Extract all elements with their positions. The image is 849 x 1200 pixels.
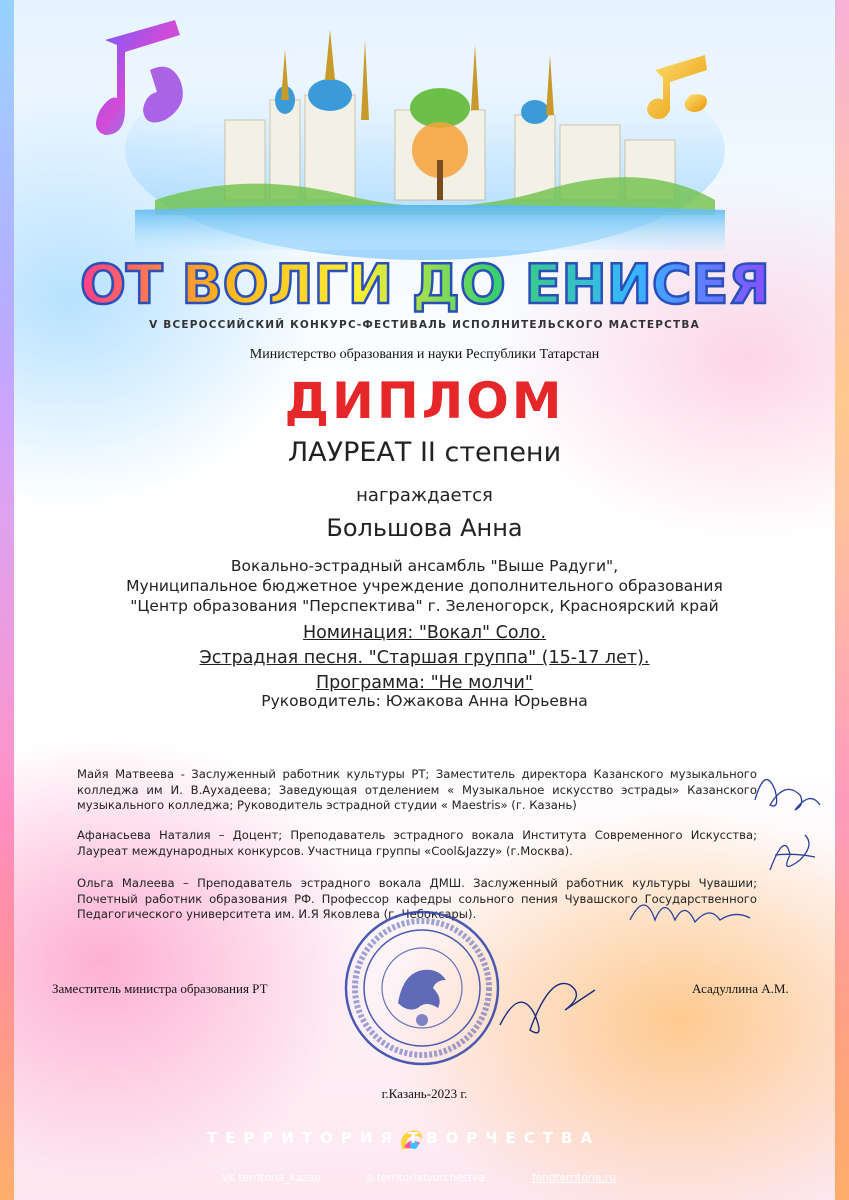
- ministry-name: Министерство образования и науки Республики Татарстан: [249, 347, 600, 362]
- city-year: г.Казань-2023 г.: [381, 1086, 468, 1101]
- official-seal: [338, 908, 506, 1068]
- nomination-line-2: Эстрадная песня. "Старшая группа" (15-17 лет).: [199, 648, 650, 668]
- signature-jury-1: [745, 760, 825, 830]
- festival-title-logo: [79, 245, 771, 321]
- kazan-banner-illustration: [95, 0, 755, 250]
- jury-member-2: Афанасьева Наталия – Доцент; Преподаватель эстрадного вокала Института Современного Искусства; Лауреат международных конкурсов. Участница группы «Cool&Jazzy» (г.Москва).: [77, 828, 757, 858]
- info-line-2: Муниципальное бюджетное учреждение дополнительного образования: [126, 577, 723, 595]
- footer-brand: [150, 1127, 700, 1153]
- deputy-minister-name: Асадуллина А.М.: [692, 981, 789, 996]
- document-title: ДИПЛОМ: [284, 372, 565, 430]
- instagram-icon: ◎: [365, 1173, 374, 1184]
- festival-subtitle: V ВСЕРОССИЙСКИЙ КОНКУРС-ФЕСТИВАЛЬ ИСПОЛНИТЕЛЬСКОГО МАСТЕРСТВА: [149, 319, 700, 331]
- nomination-block: [0, 621, 849, 696]
- brand-word-left: ТЕРРИТОРИЯ: [206, 1129, 400, 1147]
- social-vk-text: territoria_kazan: [238, 1172, 321, 1184]
- leader-line: Руководитель: Южакова Анна Юрьевна: [261, 692, 588, 710]
- deputy-minister-label: Заместитель министра образования РТ: [52, 981, 268, 996]
- social-vk[interactable]: [222, 1172, 321, 1184]
- signature-jury-3: [625, 880, 755, 940]
- social-ig-text: territoriatvorchestva: [376, 1172, 485, 1184]
- info-line-1: Вокально-эстрадный ансамбль "Выше Радуги",: [230, 557, 619, 575]
- awarded-label: награждается: [356, 485, 493, 506]
- recipient-info: [0, 556, 849, 616]
- festival-title-text: ОТ ВОЛГИ ДО ЕНИСЕЯ: [79, 253, 771, 316]
- recipient-name: Большова Анна: [326, 514, 523, 542]
- social-instagram[interactable]: [365, 1172, 485, 1184]
- jury-member-1: Майя Матвеева - Заслуженный работник культуры РТ; Заместитель директора Казанского музыкального колледжа им И. В.Аухадеева; Заведующая отделением « Музыкальное искусство эстрады» Казанского музыкального колледжа; Руководитель эстрадной студии « Maestris» (г. Казань): [77, 767, 757, 812]
- info-line-3: "Центр образования "Перспектива" г. Зеленогорск, Красноярский край: [130, 597, 719, 615]
- signature-deputy: [490, 955, 600, 1045]
- jury-member-3: Ольга Малеева – Преподаватель эстрадного вокала ДМШ. Заслуженный работник культуры Чувашии; Почетный работник образования РФ. Профессор кафедры сольного пения Чувашского Государственного Педагогического университета им. И.Я Яковлева (г. Чебоксары).: [77, 876, 757, 921]
- website-link[interactable]: fondterritoria.ru: [532, 1172, 616, 1184]
- vk-icon: VK: [222, 1173, 236, 1184]
- nomination-line-3: Программа: "Не молчи": [316, 673, 533, 693]
- brand-word-right: ТВОРЧЕСТВА: [408, 1129, 601, 1147]
- award-level: ЛАУРЕАТ II степени: [287, 437, 562, 468]
- signature-jury-2: [760, 825, 820, 880]
- nomination-line-1: Номинация: "Вокал" Соло.: [302, 623, 547, 643]
